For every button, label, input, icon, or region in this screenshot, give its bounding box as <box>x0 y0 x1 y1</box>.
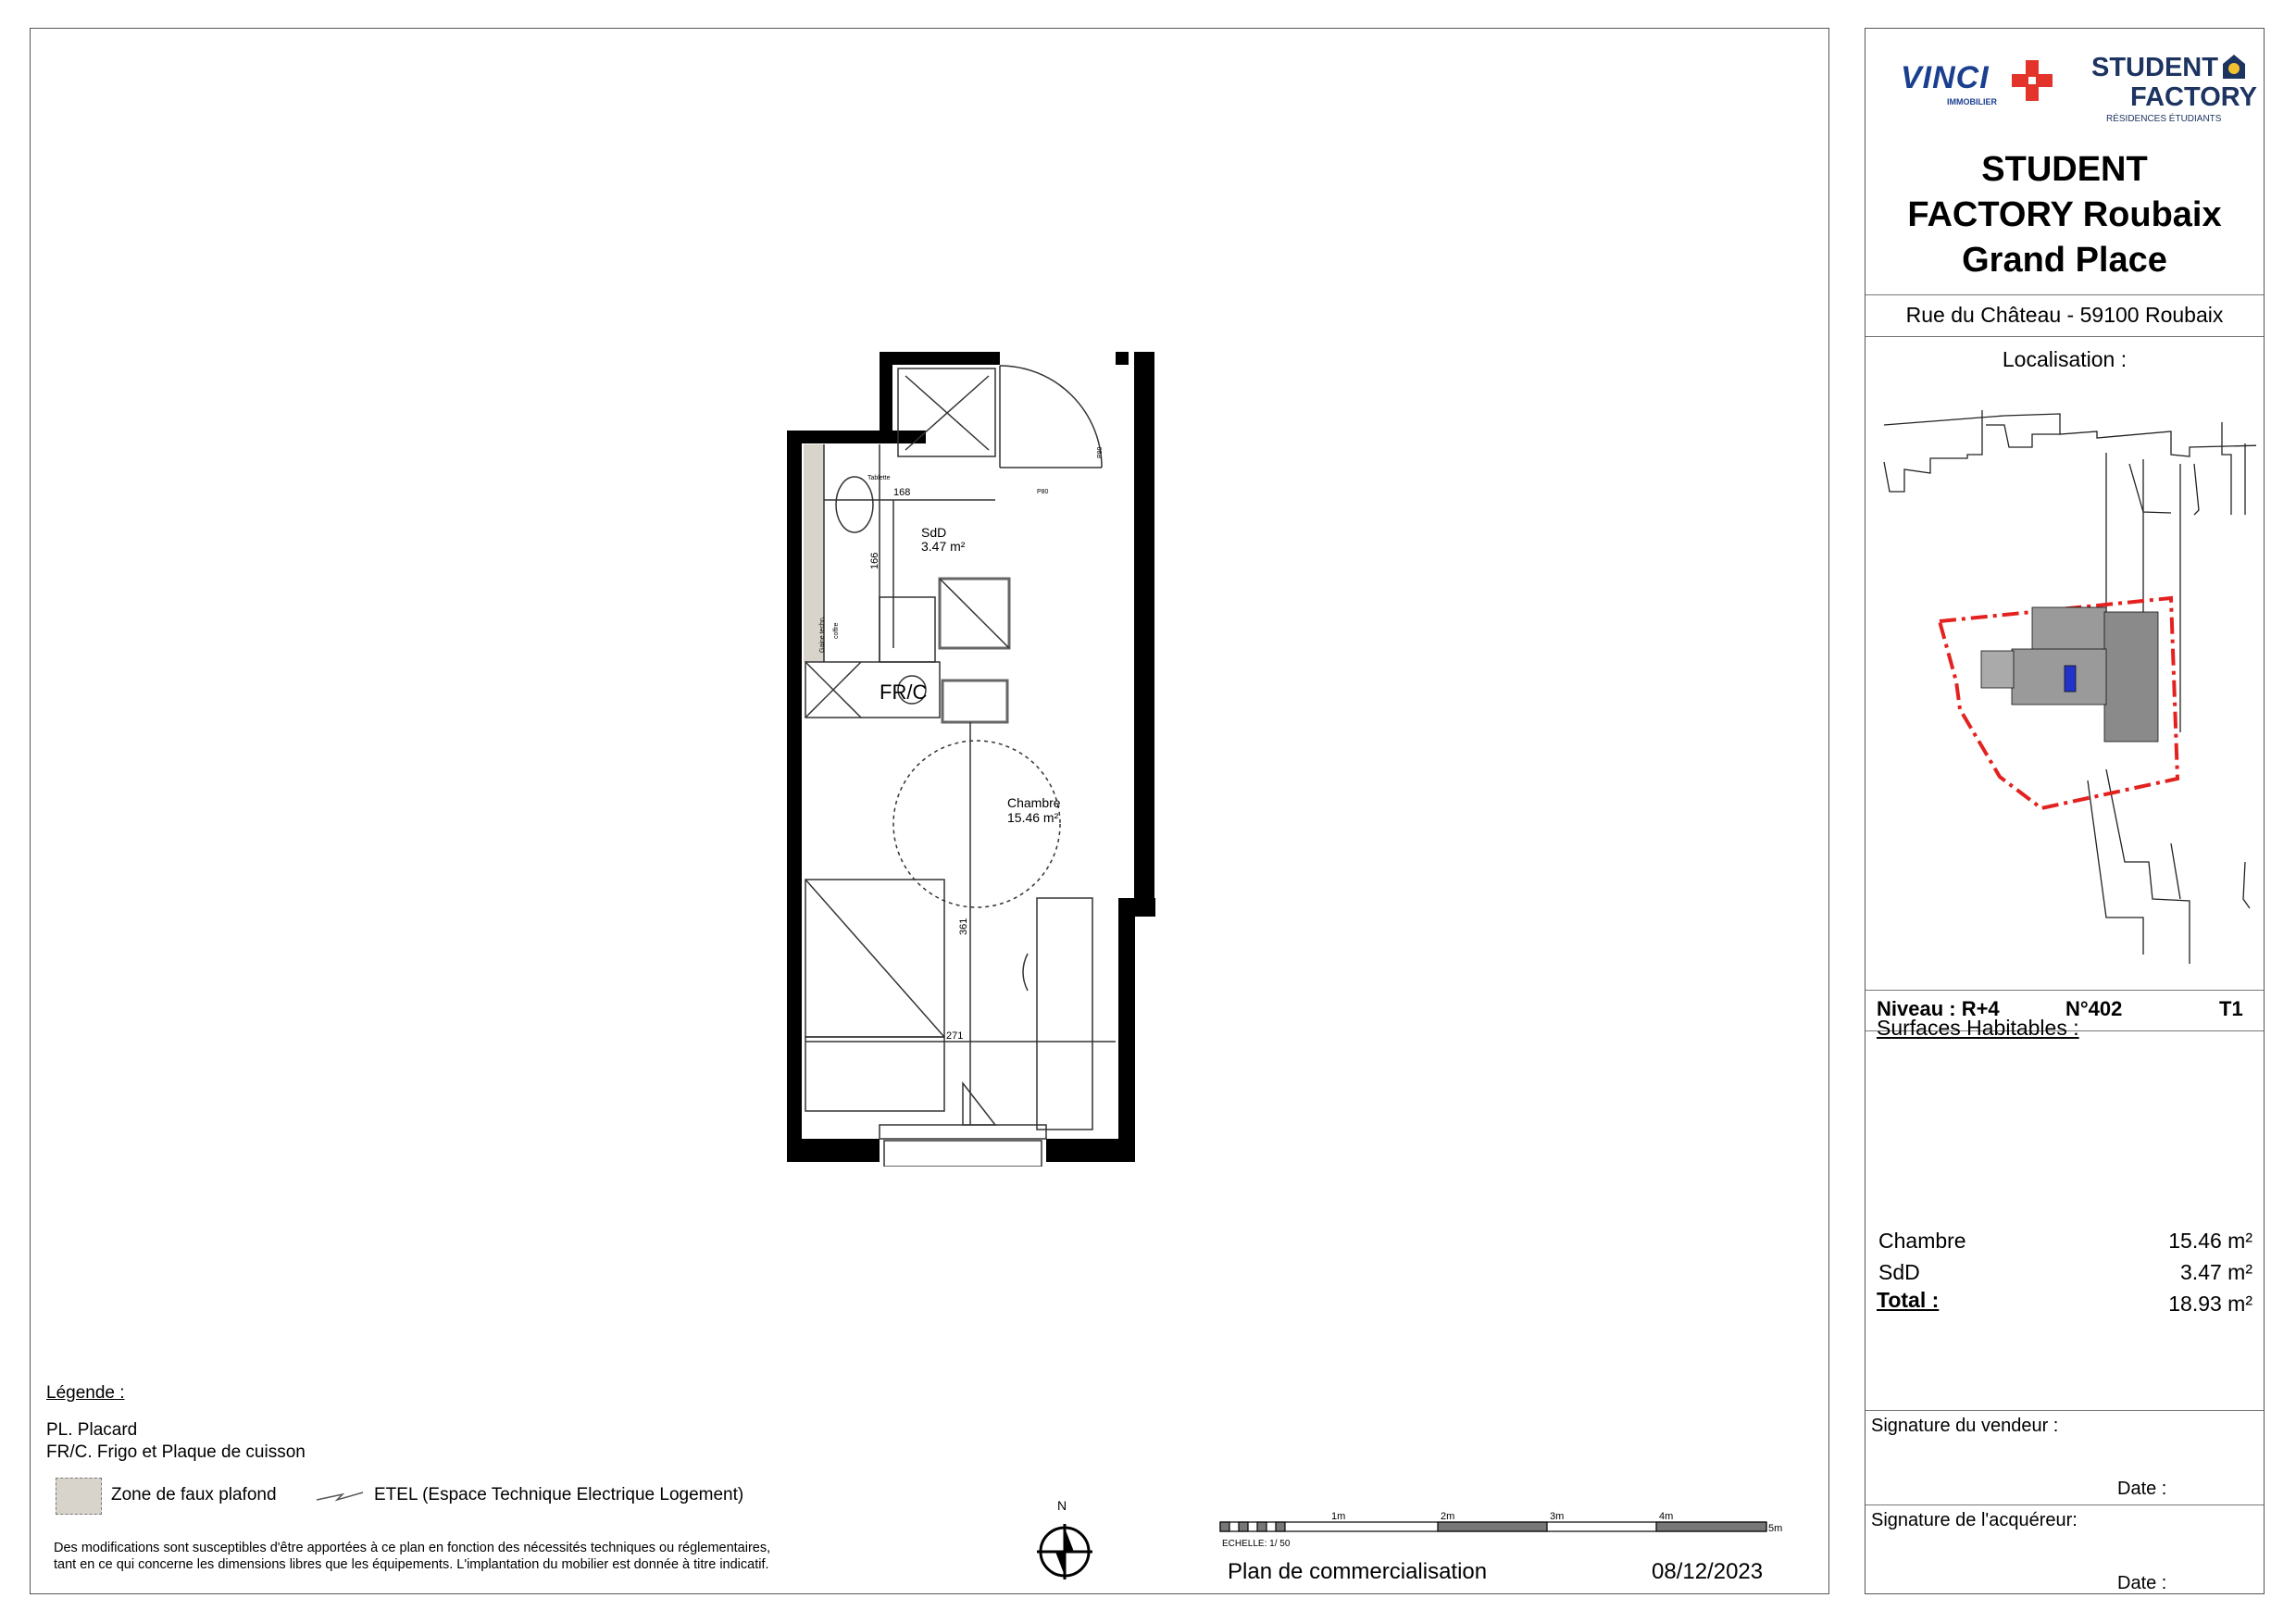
p80-label: P80 <box>1037 489 1049 495</box>
tablette-label: Tablette <box>867 475 891 481</box>
sdd-area: 3.47 m² <box>921 539 966 554</box>
surface-sdd-value: 3.47 m² <box>2180 1260 2252 1284</box>
sdd-name: SdD <box>921 525 947 540</box>
chambre-name: Chambre <box>1007 795 1061 810</box>
scale-tick-1m: 1m <box>1331 1511 1346 1522</box>
vinci-logo <box>1888 51 2073 125</box>
coffre-label: coffre <box>833 622 840 639</box>
legend-faux-plafond: Zone de faux plafond <box>111 1485 277 1504</box>
student-factory-logo <box>2091 42 2258 125</box>
buyer-date-label: Date : <box>2117 1573 2167 1593</box>
scale-tick-4m: 4m <box>1659 1511 1674 1522</box>
vendor-signature-label: Signature du vendeur : <box>1871 1416 2059 1436</box>
dim-271: 271 <box>946 1030 964 1042</box>
vinci-sub: IMMOBILIER <box>1947 97 1997 106</box>
surface-sdd-label: SdD <box>1878 1260 1920 1284</box>
project-title-line2: FACTORY Roubaix <box>1907 195 2222 234</box>
legend-item-placard: PL. Placard <box>46 1420 138 1440</box>
plan-date: 08/12/2023 <box>1652 1559 1764 1584</box>
title-block <box>1865 28 2265 1594</box>
localisation-label: Localisation : <box>2002 347 2128 371</box>
gaine-label: Gaine techn. <box>819 616 826 653</box>
walls <box>787 352 1155 1162</box>
scale-tick-5m: 5m <box>1768 1523 1783 1534</box>
p80-label-2: P80 <box>1097 446 1104 458</box>
sf-line2: FACTORY <box>2130 82 2257 112</box>
project-title-line1: STUDENT <box>1981 150 2148 189</box>
dim-166: 166 <box>869 552 880 569</box>
frc-label: FR/C <box>880 680 928 704</box>
legend-etel: ETEL (Espace Technique Electrique Logement) <box>374 1485 744 1504</box>
surface-chambre-value: 15.46 m² <box>2168 1229 2252 1253</box>
unit-number: N°402 <box>2065 997 2123 1020</box>
surface-total-value: 18.93 m² <box>2168 1292 2252 1316</box>
disclaimer-line2: tant en ce qui concerne les dimensions libres que les équipements. L'implantation du mobilier est donnée à titre indicatif. <box>54 1557 769 1572</box>
sf-house-icon <box>2221 53 2247 81</box>
unit-type: T1 <box>2219 997 2243 1020</box>
legend-item-frc: FR/C. Frigo et Plaque de cuisson <box>46 1442 306 1462</box>
surface-chambre-label: Chambre <box>1878 1229 1966 1253</box>
buyer-signature-label: Signature de l'acquéreur: <box>1871 1510 2078 1530</box>
compass-north: N <box>1057 1498 1067 1513</box>
sf-tagline: RÉSIDENCES ÉTUDIANTS <box>2106 114 2222 124</box>
localisation-map <box>1875 381 2256 982</box>
faux-plafond-swatch <box>56 1478 102 1515</box>
project-title <box>1866 147 2264 283</box>
vinci-wordmark: VINCI <box>1901 60 1990 95</box>
surfaces-heading: Surfaces Habitables : <box>1877 1016 2079 1040</box>
scale-bar <box>1218 1507 1792 1555</box>
compass-icon <box>1028 1515 1102 1589</box>
scale-tick-3m: 3m <box>1550 1511 1565 1522</box>
plan-label: Plan de commercialisation <box>1228 1559 1488 1584</box>
dim-361: 361 <box>958 918 969 935</box>
disclaimer-line1: Des modifications sont susceptibles d'être apportées à ce plan en fonction des nécessités techniques ou réglementaires, <box>54 1541 771 1555</box>
sf-line1: STUDENT <box>2091 53 2218 82</box>
vendor-date-label: Date : <box>2117 1479 2167 1499</box>
vinci-cross-icon <box>2010 58 2054 103</box>
project-address: Rue du Château - 59100 Roubaix <box>1905 303 2224 327</box>
floor-plan <box>768 343 1185 1167</box>
legend-heading: Légende : <box>46 1383 125 1403</box>
unit-level: Niveau : R+4 <box>1877 997 2000 1020</box>
scale-tick-2m: 2m <box>1441 1511 1455 1522</box>
surface-total-label: Total : <box>1877 1288 1940 1312</box>
dim-168: 168 <box>893 487 911 498</box>
etel-symbol-icon <box>315 1487 367 1505</box>
project-title-line3: Grand Place <box>1962 241 2167 280</box>
scale-echelle: ECHELLE: 1/ 50 <box>1222 1539 1291 1549</box>
chambre-area: 15.46 m² <box>1007 810 1059 825</box>
